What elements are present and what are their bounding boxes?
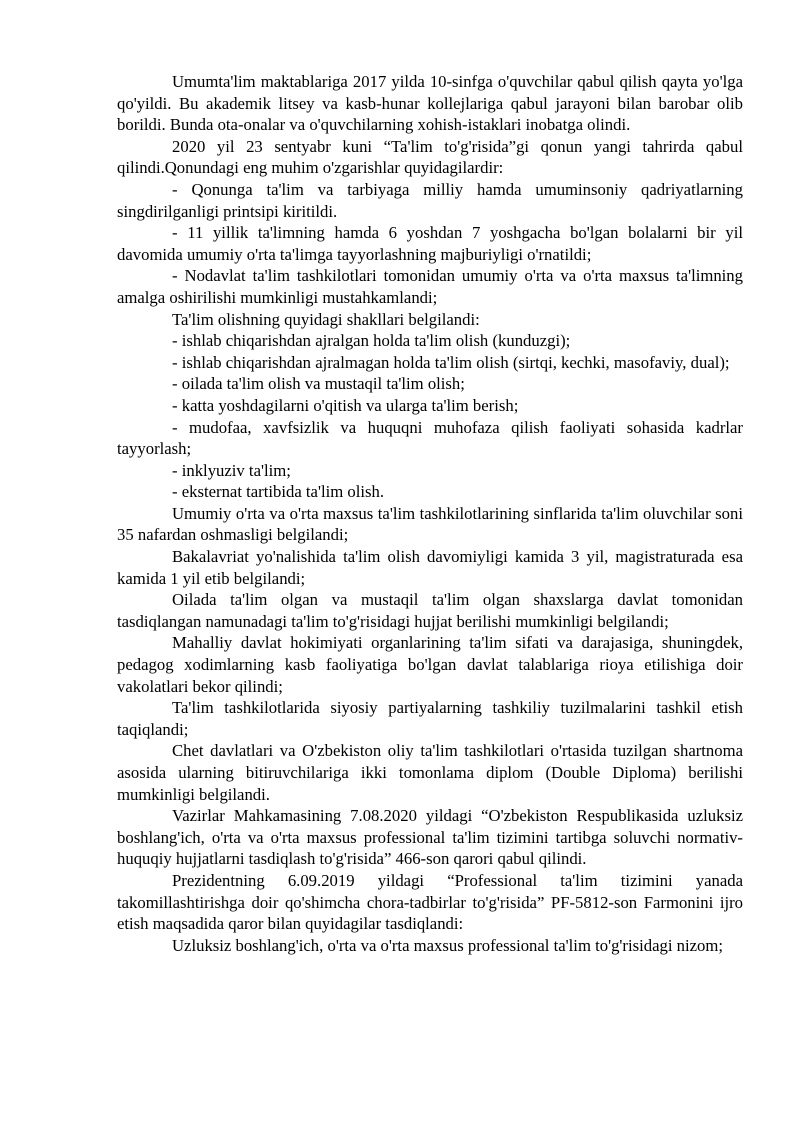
paragraph-3: - Qonunga ta'lim va tarbiyaga milliy hamda umuminsoniy qadriyatlarning singdirilganligi printsipi kiritildi.: [117, 179, 743, 221]
paragraph-15: Bakalavriat yo'nalishida ta'lim olish davomiyligi kamida 3 yil, magistraturada esa kamida 1 yil etib belgilandi;: [117, 547, 743, 588]
paragraph-16: Oilada ta'lim olgan va mustaqil ta'lim olgan shaxslarga davlat tomonidan tasdiqlangan namunadagi ta'lim to'g'risidagi hujjat berilishi mumkinligi belgilandi;: [117, 590, 743, 631]
paragraph-6: Ta'lim olishning quyidagi shakllari belgilandi:: [172, 309, 480, 329]
paragraph-5: - Nodavlat ta'lim tashkilotlari tomonidan umumiy o'rta va o'rta maxsus ta'limning amalga oshirilishi mumkinligi mustahkamlandi;: [117, 266, 743, 307]
paragraph-9: - oilada ta'lim olish va mustaqil ta'lim olish;: [172, 374, 465, 394]
paragraph-12: - inklyuziv ta'lim;: [172, 460, 291, 480]
paragraph-10: - katta yoshdagilarni o'qitish va ularga ta'lim berish;: [172, 395, 519, 415]
paragraph-21: Prezidentning 6.09.2019 yildagi “Professional ta'lim tizimini yanada takomillashtirishga doir qo'shimcha chora-tadbirlar to'g'risida” PF-5812-son Farmonini ijro etish maqsadida qaror bilan quyidagilar tasdiqlandi:: [117, 870, 743, 934]
paragraph-14: Umumiy o'rta va o'rta maxsus ta'lim tashkilotlarining sinflarida ta'lim oluvchilar soni 35 nafardan oshmasligi belgilandi;: [117, 503, 743, 545]
paragraph-4: - 11 yillik ta'limning hamda 6 yoshdan 7 yoshgacha bo'lgan bolalarni bir yil davomida umumiy o'rta ta'limga tayyorlashning majburiyligi o'rnatildi;: [117, 223, 743, 264]
paragraph-18: Ta'lim tashkilotlarida siyosiy partiyalarning tashkiliy tuzilmalarini tashkil etish taqiqlandi;: [117, 698, 743, 739]
paragraph-20: Vazirlar Mahkamasining 7.08.2020 yildagi “O'zbekiston Respublikasida uzluksiz boshlang'ich, o'rta va o'rta maxsus professional ta'lim tizimini tartibga soluvchi normativ-huquqiy hujjatlarni tasdiqlash to'g'risida” 466-son qarori qabul qilindi.: [117, 806, 743, 869]
paragraph-11: - mudofaa, xavfsizlik va huquqni muhofaza qilish faoliyati sohasida kadrlar tayyorlash;: [117, 417, 743, 459]
paragraph-2: 2020 yil 23 sentyabr kuni “Ta'lim to'g'risida”gi qonun yangi tahrirda qabul qilindi.Qonundagi eng muhim o'zgarishlar quyidagilardir:: [117, 136, 743, 178]
paragraph-17: Mahalliy davlat hokimiyati organlarining ta'lim sifati va darajasiga, shuningdek, pedagog xodimlarning kasb faoliyatiga bo'lgan davlat talablariga rioya etilishiga doir vakolatlari bekor qilindi;: [117, 633, 743, 696]
paragraph-19: Chet davlatlari va O'zbekiston oliy ta'lim tashkilotlari o'rtasida tuzilgan shartnoma asosida ularning bitiruvchilariga ikki tomonlama diplom (Double Diploma) berilishi mumkinligi belgilandi.: [117, 741, 743, 804]
paragraph-13: - eksternat tartibida ta'lim olish.: [172, 482, 385, 502]
paragraph-8: - ishlab chiqarishdan ajralmagan holda ta'lim olish (sirtqi, kechki, masofaviy, dual);: [172, 352, 730, 372]
paragraph-1: Umumta'lim maktablariga 2017 yilda 10-sinfga o'quvchilar qabul qilish qayta yo'lga qo'yildi. Bu akademik litsey va kasb-hunar kollejlariga qabul jarayoni bilan barobar olib borildi. Bunda ota-onalar va o'quvchilarning xohish-istaklari inobatga olindi.: [117, 72, 743, 135]
paragraph-22: Uzluksiz boshlang'ich, o'rta va o'rta maxsus professional ta'lim to'g'risidagi nizom;: [172, 935, 724, 955]
paragraph-7: - ishlab chiqarishdan ajralgan holda ta'lim olish (kunduzgi);: [172, 331, 571, 351]
